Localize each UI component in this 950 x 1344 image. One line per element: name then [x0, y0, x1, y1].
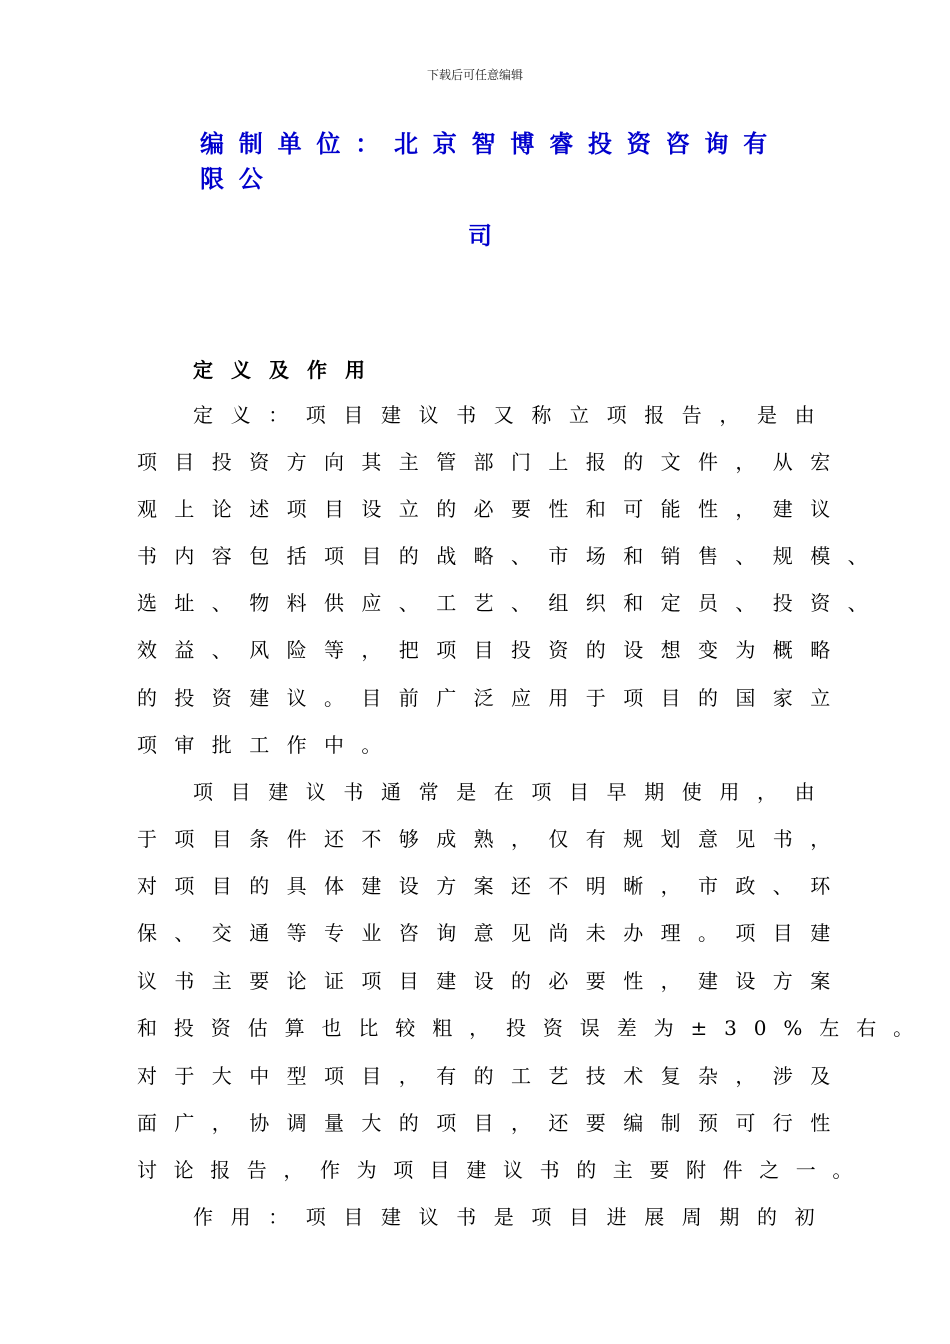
body-line: 保、交通等专业咨询意见尚未办理。项目建 — [137, 921, 848, 945]
body-line: 定义：项目建议书又称立项报告，是由 — [193, 403, 833, 427]
section-heading: 定义及作用 — [193, 358, 383, 382]
compiler-title-line1: 编制单位：北京智博睿投资咨询有限公 — [200, 130, 782, 193]
body-line: 项审批工作中。 — [137, 733, 399, 757]
body-line: 于项目条件还不够成熟，仅有规划意见书， — [137, 827, 848, 851]
body-line: 议书主要论证项目建设的必要性，建设方案 — [137, 969, 848, 993]
body-line: 书内容包括项目的战略、市场和销售、规模、 — [137, 544, 885, 568]
body-line: 项目投资方向其主管部门上报的文件，从宏 — [137, 450, 848, 474]
header-note: 下载后可任意编辑 — [426, 68, 523, 82]
body-line: 的投资建议。目前广泛应用于项目的国家立 — [137, 686, 848, 710]
body-line: 对于大中型项目，有的工艺技术复杂，涉及 — [137, 1064, 848, 1088]
body-line: 讨论报告，作为项目建议书的主要附件之一。 — [137, 1158, 869, 1182]
body-line: 效益、风险等，把项目投资的设想变为概略 — [137, 638, 848, 662]
body-line: 项目建议书通常是在项目早期使用，由 — [193, 780, 833, 804]
body-line: 选址、物料供应、工艺、组织和定员、投资、 — [137, 591, 885, 615]
body-line: 和投资估算也比较粗，投资误差为±30%左右。 — [137, 1016, 931, 1040]
compiler-title-line2: 司 — [468, 222, 492, 250]
body-line: 面广，协调量大的项目，还要编制预可行性 — [137, 1111, 848, 1135]
body-line: 作用：项目建议书是项目进展周期的初 — [193, 1205, 833, 1229]
body-line: 对项目的具体建设方案还不明晰，市政、环 — [137, 874, 848, 898]
body-line: 观上论述项目设立的必要性和可能性，建议 — [137, 497, 848, 521]
